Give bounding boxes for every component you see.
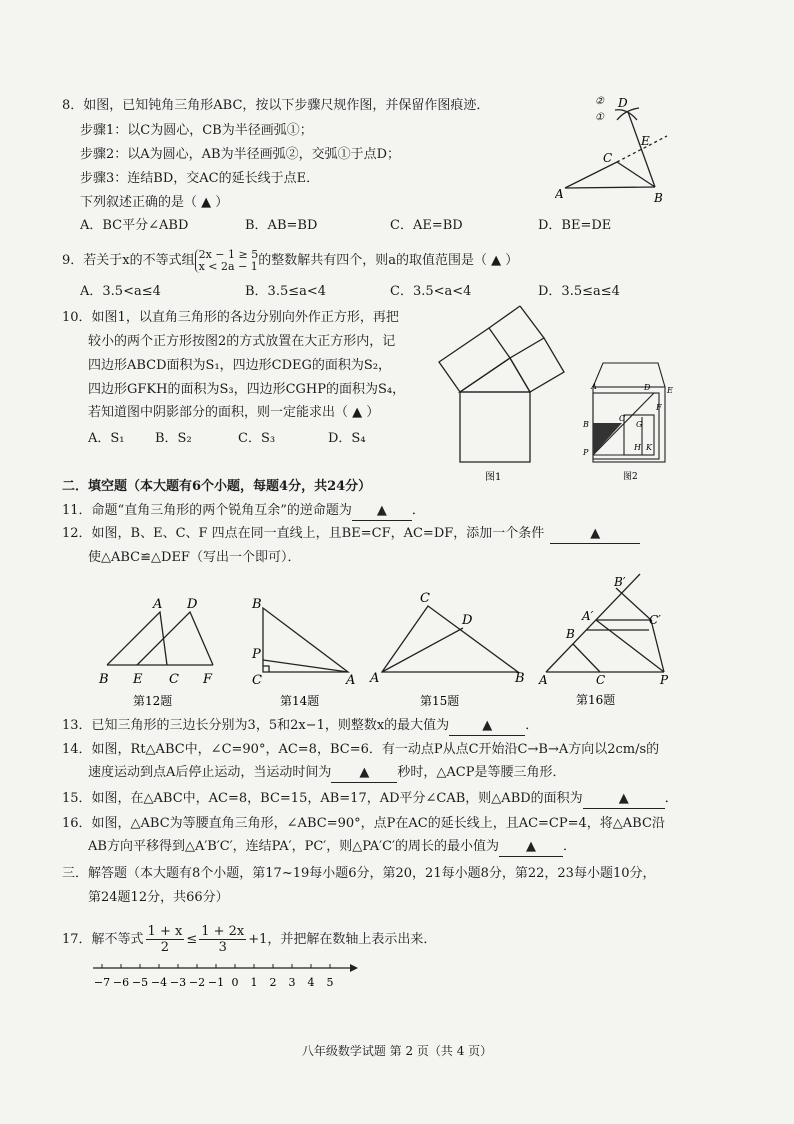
q15-label-a: A — [370, 671, 380, 686]
q12-caption: 第12题 — [133, 694, 173, 708]
q15-caption: 第15题 — [420, 694, 460, 708]
q9-option-b: B．3.5≤a<4 — [245, 284, 327, 299]
q16-segment-a1p — [596, 620, 664, 672]
q8-segment-cb — [617, 162, 655, 187]
q12-triangle-def — [137, 612, 213, 665]
q10-fig2-label-k: K — [646, 443, 652, 452]
q9-option-c: C．3.5<a<4 — [390, 284, 472, 299]
q15-segment-ad — [382, 628, 463, 672]
q14-line2-post: 秒时，△ACP是等腰三角形． — [397, 765, 566, 780]
q10-fig2-label-a: A — [591, 382, 597, 391]
q8-segment-ac — [565, 162, 617, 188]
q14-caption: 第14题 — [280, 694, 320, 708]
q17-lhs-denominator: 2 — [160, 940, 170, 955]
q10-fig1-square-right-edge-a — [520, 306, 544, 338]
q10-fig2-label-f: F — [656, 403, 662, 412]
q12-triangle-abc — [107, 612, 167, 665]
q9-option-a: A．3.5<a≤4 — [80, 284, 161, 299]
q10-figure-2 — [578, 355, 678, 485]
q17-rhs-denominator: 3 — [218, 940, 227, 955]
number-line-tick-label: −2 — [188, 976, 206, 989]
q15-text: 15．如图，在△ABC中，AC=8，BC=15，AB=17，AD平分∠CAB，则△ABD的面积为 — [62, 791, 583, 806]
q8-step2: 步骤2：以A为圆心，AB为半径画弧②，交弧①于点D； — [80, 147, 401, 162]
q8-option-a: A．BC平分∠ABD — [80, 218, 189, 233]
q14-line1: 14．如图，Rt△ABC中，∠C=90°，AC=8，BC=6．有一动点P从点C开始沿C→B→A方向以2cm/s的 — [62, 742, 660, 757]
q15-label-d: D — [462, 613, 473, 628]
q8-segment-bd — [628, 112, 655, 187]
number-line-tick-label: −7 — [93, 976, 111, 989]
q16-label-b: B — [566, 627, 575, 641]
q15-figure — [368, 588, 528, 710]
q16-label-a: A — [539, 673, 548, 687]
q10-fig1-caption: 图1 — [485, 472, 502, 483]
q8-label-d: D — [618, 96, 628, 110]
q14-label-p: P — [252, 647, 261, 662]
q10-option-d: D．S₄ — [328, 431, 366, 446]
q10-line3: 四边形ABCD面积为S₁，四边形CDEG的面积为S₂， — [88, 358, 392, 373]
q10-fig2-label-p: P — [583, 448, 589, 457]
q14-line2-pre: 速度运动到点A后停止运动，当运动时间为 — [88, 765, 332, 780]
number-line — [88, 960, 358, 994]
q10-fig2-caption: 图2 — [623, 472, 638, 482]
number-line-tick-label: 3 — [288, 976, 296, 989]
q12-line1 — [62, 525, 640, 544]
q17-lhs-numerator: 1 + x — [147, 924, 183, 939]
number-line-tick-label: 4 — [307, 976, 315, 989]
q8-step3: 步骤3：连结BD，交AC的延长线于点E． — [80, 171, 320, 186]
q10-fig1-square-right — [510, 338, 564, 392]
q14-label-a: A — [346, 673, 356, 688]
q17-rhs-tail: +1，并把解在数轴上表示出来． — [248, 932, 437, 947]
q15-end: ． — [664, 791, 678, 806]
q10-fig2-label-b: B — [583, 420, 589, 429]
q16-label-a-prime: A′ — [582, 609, 594, 623]
q9-system-line2: x < 2a − 1 — [198, 259, 258, 273]
q13-line — [62, 717, 538, 736]
number-line-tick-label: −5 — [131, 976, 149, 989]
q10-option-b: B．S₂ — [155, 431, 192, 446]
q14-label-c: C — [252, 673, 262, 688]
number-line-tick-label: 0 — [231, 976, 239, 989]
q15-answer-blank: ▲ — [583, 790, 665, 809]
q10-fig2-top-triangle — [593, 363, 665, 387]
number-line-tick-label: 1 — [250, 976, 258, 989]
q10-fig1-square-left — [439, 328, 510, 392]
q14-answer-blank: ▲ — [331, 764, 397, 783]
q10-line4: 四边形GFKH的面积为S₃，四边形CGHP的面积为S₄， — [88, 382, 406, 397]
q10-fig2-label-d: D — [644, 383, 651, 392]
q10-line2: 较小的两个正方形按图2的方式放置在大正方形内，记 — [88, 334, 396, 349]
q16-ray-ab — [546, 574, 640, 672]
q12-label-e: E — [133, 672, 143, 687]
q16-triangle-a1b1c1-top — [596, 588, 651, 620]
q9-option-d: D．3.5≤a≤4 — [538, 284, 620, 299]
q10-line1: 10．如图1，以直角三角形的各边分别向外作正方形，再把 — [62, 310, 399, 325]
q16-line2 — [88, 838, 576, 857]
q8-ask: 下列叙述正确的是（ ▲ ） — [80, 195, 229, 210]
q14-figure — [248, 590, 368, 710]
number-line-arrow — [350, 964, 358, 972]
q10-line5: 若知道图中阴影部分的面积，则一定能求出（ ▲ ） — [88, 405, 380, 420]
q9-system — [195, 249, 259, 273]
q17-rhs-numerator: 1 + 2x — [201, 924, 245, 939]
q12-label-d: D — [187, 597, 198, 612]
q13-end: ． — [525, 718, 539, 733]
q8-label-a: A — [555, 187, 564, 201]
q11-answer-blank: ▲ — [352, 502, 412, 521]
page-footer: 八年级数学试题 第 2 页（共 4 页） — [301, 1044, 493, 1058]
q12-label-f: F — [203, 672, 213, 687]
q10-fig2-label-e: E — [667, 386, 673, 395]
section-2-title: 二．填空题（本大题有6个小题，每题4分，共24分） — [62, 479, 372, 494]
q11-line — [62, 502, 425, 521]
q10-option-a: A．S₁ — [88, 431, 125, 446]
q8-stem: 8．如图，已知钝角三角形ABC，按以下步骤尺规作图，并保留作图痕迹． — [62, 98, 490, 113]
q8-figure — [555, 90, 675, 210]
q16-caption: 第16题 — [576, 693, 616, 707]
q9-post: 的整数解共有四个，则a的取值范围是（ ▲ ） — [258, 253, 519, 268]
q17-lhs-fraction — [146, 924, 185, 955]
q14-line2 — [88, 764, 565, 783]
q10-fig1-square-right-edge-b — [489, 306, 520, 328]
q12-text: 12．如图，B、E、C、F 四点在同一直线上，且BE=CF，AC=DF，添加一个条件 — [62, 526, 545, 541]
q11-end: ． — [411, 503, 425, 518]
q9-stem — [62, 248, 518, 274]
q8-label-e: E — [641, 134, 650, 148]
q16-label-p: P — [660, 673, 669, 687]
number-line-tick-label: −6 — [112, 976, 130, 989]
q15-label-b: B — [515, 671, 525, 686]
q11-text: 11．命题“直角三角形的两个锐角互余”的逆命题为 — [62, 503, 352, 518]
number-line-tick-label: 2 — [269, 976, 277, 989]
q16-label-c-prime: C′ — [649, 613, 661, 627]
q8-step1: 步骤1：以C为圆心，CB为半径画弧①； — [80, 123, 313, 138]
q8-option-b: B．AB=BD — [245, 218, 318, 233]
q10-fig2-label-h: H — [634, 443, 641, 452]
q16-segment-bc — [573, 644, 600, 672]
q16-line2-pre: AB方向平移得到△A′B′C′，连结PA′，PC′，则△PA′C′的周长的最小值为 — [88, 839, 500, 854]
q10-figure-1 — [425, 300, 585, 485]
number-line-tick-label: −3 — [169, 976, 187, 989]
q15-triangle-abc — [382, 606, 518, 672]
q17-rhs-fraction — [199, 924, 246, 955]
q12-label-a: A — [153, 597, 163, 612]
q16-label-c: C — [596, 673, 606, 687]
q10-fig2-label-g: G — [636, 420, 643, 429]
q8-label-b: B — [654, 191, 663, 205]
q16-line1: 16．如图，△ABC为等腰直角三角形，∠ABC=90°，点P在AC的延长线上，且AC=CP=4，将△ABC沿 — [62, 816, 665, 831]
q16-figure — [536, 568, 676, 710]
q9-pre: 9．若关于x的不等式组 — [62, 253, 195, 268]
q10-option-c: C．S₃ — [238, 431, 276, 446]
q14-right-angle-mark — [263, 666, 269, 672]
q14-label-b: B — [252, 597, 262, 612]
q8-label-c: C — [603, 151, 613, 165]
q17-operator: ≤ — [186, 932, 198, 947]
q10-fig2-shaded-region — [593, 423, 622, 455]
number-line-tick-label: −4 — [150, 976, 168, 989]
q12-answer-blank: ▲ — [550, 525, 640, 544]
q8-segment-ab — [565, 187, 655, 188]
q15-line — [62, 790, 678, 809]
q9-system-line1: 2x − 1 ≥ 5 — [198, 247, 259, 261]
number-line-tick-label: 5 — [326, 976, 334, 989]
section-3-title-line2: 第24题12分，共66分） — [88, 890, 229, 905]
q16-answer-blank: ▲ — [499, 838, 563, 857]
q12-label-b: B — [99, 672, 109, 687]
q8-label-arc2: ② — [595, 96, 604, 107]
q10-fig2-label-c: C — [619, 414, 626, 423]
q13-text: 13．已知三角形的三边长分别为3，5和2x−1，则整数x的最大值为 — [62, 718, 450, 733]
q12-figure — [95, 590, 235, 710]
q12-label-c: C — [169, 672, 179, 687]
q17-line — [62, 920, 436, 960]
q10-fig1-square-large — [460, 392, 530, 462]
section-3-title-line1: 三．解答题（本大题有8个小题，第17~19每小题6分，第20，21每小题8分，第22，23每小题10分， — [62, 866, 656, 881]
q8-option-d: D．BE=DE — [538, 218, 612, 233]
number-line-tick-label: −1 — [207, 976, 225, 989]
q8-option-c: C．AE=BD — [390, 218, 463, 233]
q17-pre: 17．解不等式 — [62, 932, 144, 947]
q12-line2: 使△ABC≌△DEF（写出一个即可）． — [88, 550, 301, 565]
q8-label-arc1: ① — [595, 112, 604, 123]
q16-label-b-prime: B′ — [614, 575, 626, 589]
q15-label-c: C — [420, 591, 430, 606]
q13-answer-blank: ▲ — [449, 717, 525, 736]
q16-end: ． — [563, 839, 577, 854]
